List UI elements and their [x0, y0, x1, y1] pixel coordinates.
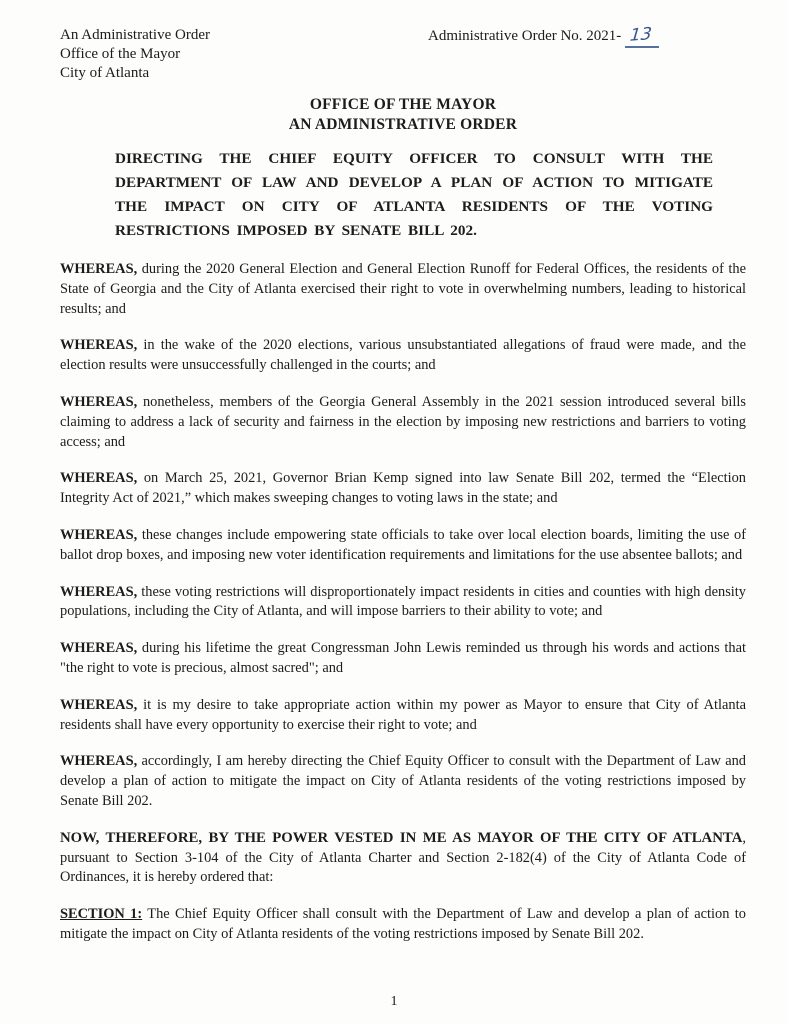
whereas-lead: WHEREAS,	[60, 337, 138, 354]
order-number-label: Administrative Order No. 2021-	[428, 28, 622, 44]
whereas-lead: WHEREAS,	[60, 470, 138, 487]
whereas-paragraph	[60, 469, 746, 509]
whereas-text: during the 2020 General Election and General Election Runoff for Federal Offices, the residents of the State of Georgia and the City of Atlanta exercised their right to vote in overwhelming numbers, leading to historical results; and	[60, 261, 746, 317]
page-number: 1	[390, 994, 398, 1009]
header-line-order-type: An Administrative Order	[60, 27, 210, 43]
whereas-paragraph	[60, 639, 746, 679]
whereas-text: accordingly, I am hereby directing the Chief Equity Officer to consult with the Department of Law and develop a plan of action to mitigate the impact on City of Atlanta residents of the voting restrictions imposed by Senate Bill 202.	[60, 753, 746, 809]
section-1-paragraph	[60, 905, 746, 945]
now-therefore-paragraph	[60, 829, 746, 888]
section-1-text: The Chief Equity Officer shall consult with the Department of Law and develop a plan of action to mitigate the impact on City of Atlanta residents of the voting restrictions imposed by Senate Bill 202.	[60, 906, 746, 942]
document-heading	[60, 95, 746, 135]
whereas-paragraph	[60, 752, 746, 811]
order-number-underline	[625, 24, 659, 48]
whereas-list	[60, 260, 746, 812]
whereas-lead: WHEREAS,	[60, 640, 138, 657]
whereas-lead: WHEREAS,	[60, 583, 138, 600]
section-1-lead: SECTION 1:	[60, 906, 143, 923]
whereas-text: in the wake of the 2020 elections, various unsubstantiated allegations of fraud were made, and the election results were unsuccessfully challenged in the courts; and	[60, 337, 746, 374]
whereas-paragraph	[60, 526, 746, 566]
whereas-paragraph	[60, 260, 746, 319]
whereas-lead: WHEREAS,	[60, 526, 138, 543]
now-therefore-text: , pursuant to Section 3-104 of the City of Atlanta Charter and Section 2-182(4) of the City of Atlanta Code of Ordinances, it is hereby ordered that:	[60, 829, 746, 886]
whereas-text: these changes include empowering state officials to take over local election boards, limiting the use of ballot drop boxes, and imposing new voter identification requirements and limitations for the use absentee ballots; and	[60, 526, 746, 563]
whereas-text: nonetheless, members of the Georgia General Assembly in the 2021 session introduced several bills claiming to address a lack of security and fairness in the election by imposing new restrictions and barriers to voting access; and	[60, 393, 746, 450]
heading-an-administrative-order: AN ADMINISTRATIVE ORDER	[288, 116, 518, 133]
whereas-text: it is my desire to take appropriate action within my power as Mayor to ensure that City of Atlanta residents shall have every opportunity to exercise their right to vote; and	[60, 696, 746, 733]
whereas-text: during his lifetime the great Congressman John Lewis reminded us through his words and actions that "the right to vote is precious, almost sacred"; and	[60, 640, 746, 676]
whereas-lead: WHEREAS,	[60, 261, 138, 277]
header-line-office: Office of the Mayor	[60, 46, 181, 62]
now-therefore-lead: NOW, THEREFORE, BY THE POWER VESTED IN ME AS MAYOR OF THE CITY OF ATLANTA	[60, 829, 743, 846]
whereas-text: on March 25, 2021, Governor Brian Kemp signed into law Senate Bill 202, termed the “Election Integrity Act of 2021,” which makes sweeping changes to voting laws in the state; and	[60, 470, 746, 507]
header-line-city: City of Atlanta	[60, 65, 150, 81]
order-number-line	[428, 24, 659, 48]
whereas-lead: WHEREAS,	[60, 753, 138, 770]
whereas-lead: WHEREAS,	[60, 393, 138, 410]
subject-title: DIRECTING THE CHIEF EQUITY OFFICER TO CONSULT WITH THE DEPARTMENT OF LAW AND DEVELOP A PLAN OF ACTION TO MITIGATE THE IMPACT ON CITY OF ATLANTA RESIDENTS OF THE VOTING RESTRICTIONS IMPOSED BY SENATE BILL 202.	[115, 150, 713, 239]
whereas-paragraph	[60, 696, 746, 736]
whereas-lead: WHEREAS,	[60, 696, 138, 713]
whereas-text: these voting restrictions will disproportionately impact residents in cities and counties with high density populations, including the City of Atlanta, and will impose barriers to their ability to vote; and	[60, 583, 746, 620]
order-number-handwritten-value: 13	[629, 24, 653, 46]
whereas-paragraph	[60, 393, 746, 452]
whereas-paragraph	[60, 336, 746, 376]
whereas-paragraph	[60, 583, 746, 623]
heading-office-of-the-mayor: OFFICE OF THE MAYOR	[309, 96, 497, 113]
